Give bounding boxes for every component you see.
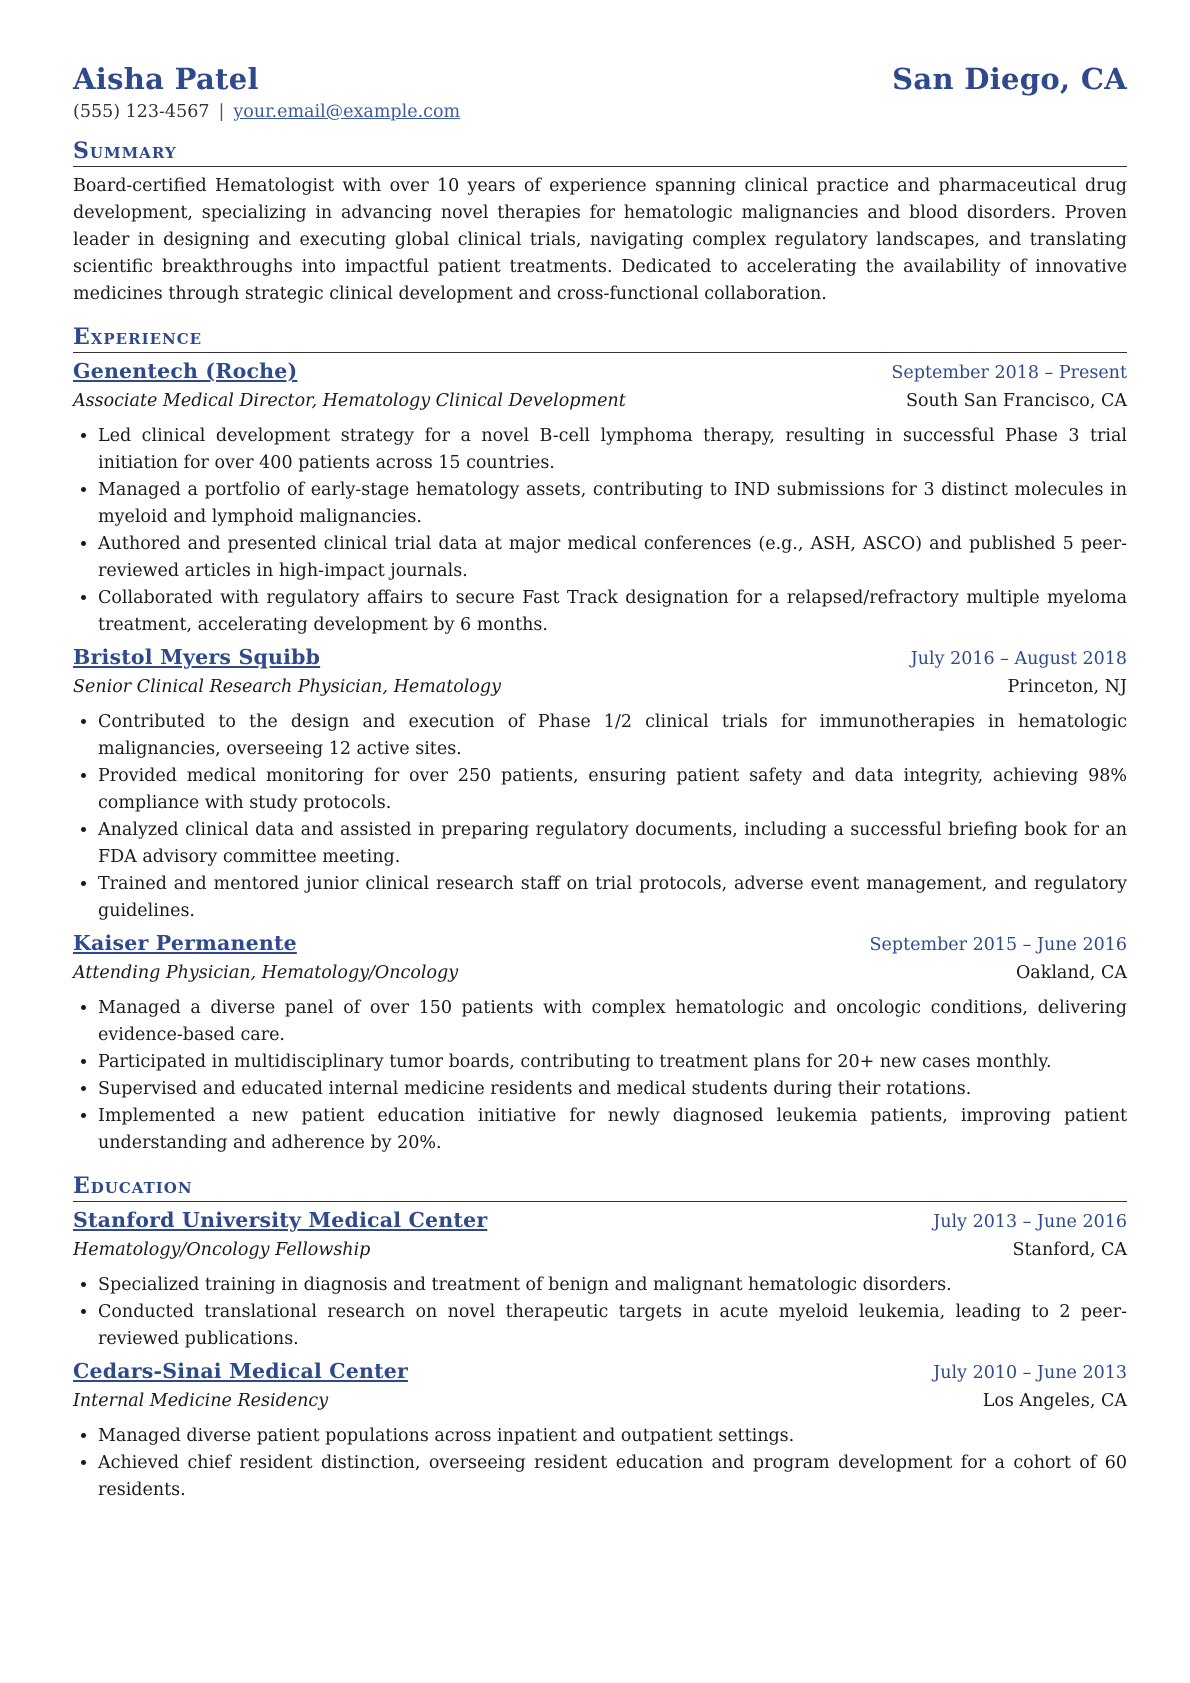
experience-entry <box>73 357 1127 639</box>
job-title: Associate Medical Director, Hematology Clinical Development <box>73 391 626 411</box>
contact-separator: | <box>218 102 225 122</box>
resume-page <box>73 62 1127 1504</box>
education-heading: Education <box>73 1173 1127 1202</box>
organization-name[interactable]: Genentech (Roche) <box>73 359 298 383</box>
bullet-item: • Collaborated with regulatory affairs to secure Fast Track designation for a relapsed/refractory multiple myeloma treatment, accelerating development by 6 months. <box>98 585 1127 639</box>
bullet-item: • Authored and presented clinical trial data at major medical conferences (e.g., ASH, ASCO) and published 5 peer-reviewed articles in high-impact journals. <box>98 531 1127 585</box>
bullet-item: • Contributed to the design and execution of Phase 1/2 clinical trials for immunotherapies in hematologic malignancies, overseeing 12 active sites. <box>98 709 1127 763</box>
contact-line <box>73 102 1127 122</box>
institution-name[interactable]: Cedars-Sinai Medical Center <box>73 1359 409 1383</box>
bullet-item: • Managed a portfolio of early-stage hematology assets, contributing to IND submissions for 3 distinct molecules in myeloid and lymphoid malignancies. <box>98 477 1127 531</box>
bullet-item: • Participated in multidisciplinary tumor boards, contributing to treatment plans for 20+ new cases monthly. <box>98 1049 1127 1076</box>
organization-name[interactable]: Bristol Myers Squibb <box>73 645 321 669</box>
bullet-item: • Supervised and educated internal medicine residents and medical students during their rotations. <box>98 1076 1127 1103</box>
date-range: July 2016 – August 2018 <box>910 649 1127 669</box>
organization-name[interactable]: Kaiser Permanente <box>73 931 297 955</box>
bullet-list <box>73 995 1127 1157</box>
experience-entry <box>73 643 1127 925</box>
program-title: Internal Medicine Residency <box>73 1391 329 1411</box>
job-location: South San Francisco, CA <box>906 391 1127 411</box>
job-title: Senior Clinical Research Physician, Hematology <box>73 677 501 697</box>
institution-location: Los Angeles, CA <box>982 1391 1127 1411</box>
summary-text: Board-certified Hematologist with over 10 years of experience spanning clinical practice and pharmaceutical drug development, specializing in advancing novel therapies for hematologic malignancies and blood disorders. Proven leader in designing and executing global clinical trials, navigating complex regulatory landscapes, and translating scientific breakthroughs into impactful patient treatments. Dedicated to accelerating the availability of innovative medicines through strategic clinical development and cross-functional collaboration. <box>73 176 1127 304</box>
bullet-item: • Analyzed clinical data and assisted in preparing regulatory documents, including a successful briefing book for an FDA advisory committee meeting. <box>98 817 1127 871</box>
bullet-item: • Managed diverse patient populations across inpatient and outpatient settings. <box>98 1423 1127 1450</box>
date-range: September 2015 – June 2016 <box>869 935 1127 955</box>
institution-name[interactable]: Stanford University Medical Center <box>73 1208 488 1232</box>
bullet-list <box>73 1272 1127 1353</box>
phone-number: (555) 123-4567 <box>73 102 210 122</box>
date-range: July 2013 – June 2016 <box>933 1212 1127 1232</box>
bullet-item: • Achieved chief resident distinction, overseeing resident education and program development for a cohort of 60 residents. <box>98 1450 1127 1504</box>
email-link[interactable]: your.email@example.com <box>233 102 461 122</box>
bullet-item: • Trained and mentored junior clinical research staff on trial protocols, adverse event management, and regulatory guidelines. <box>98 871 1127 925</box>
date-range: September 2018 – Present <box>891 363 1127 383</box>
program-title: Hematology/Oncology Fellowship <box>73 1240 371 1260</box>
bullet-item: • Led clinical development strategy for a novel B-cell lymphoma therapy, resulting in successful Phase 3 trial initiation for over 400 patients across 15 countries. <box>98 423 1127 477</box>
date-range: July 2010 – June 2013 <box>933 1363 1127 1383</box>
education-entry <box>73 1357 1127 1504</box>
education-entry <box>73 1206 1127 1353</box>
institution-location: Stanford, CA <box>1012 1240 1127 1260</box>
bullet-list <box>73 1423 1127 1504</box>
experience-entry <box>73 929 1127 1157</box>
bullet-list <box>73 423 1127 639</box>
bullet-item: • Specialized training in diagnosis and treatment of benign and malignant hematologic disorders. <box>98 1272 1127 1299</box>
resume-header <box>73 62 1127 96</box>
bullet-item: • Provided medical monitoring for over 250 patients, ensuring patient safety and data integrity, achieving 98% compliance with study protocols. <box>98 763 1127 817</box>
job-title: Attending Physician, Hematology/Oncology <box>73 963 459 983</box>
bullet-item: • Implemented a new patient education initiative for newly diagnosed leukemia patients, improving patient understanding and adherence by 20%. <box>98 1103 1127 1157</box>
bullet-list <box>73 709 1127 925</box>
summary-heading: Summary <box>73 138 1127 167</box>
bullet-item: • Managed a diverse panel of over 150 patients with complex hematologic and oncologic conditions, delivering evidence-based care. <box>98 995 1127 1049</box>
job-location: Princeton, NJ <box>1007 677 1127 697</box>
candidate-name: Aisha Patel <box>73 62 259 96</box>
candidate-location: San Diego, CA <box>892 62 1127 96</box>
job-location: Oakland, CA <box>1015 963 1127 983</box>
bullet-item: • Conducted translational research on novel therapeutic targets in acute myeloid leukemia, leading to 2 peer-reviewed publications. <box>98 1299 1127 1353</box>
experience-heading: Experience <box>73 324 1127 353</box>
